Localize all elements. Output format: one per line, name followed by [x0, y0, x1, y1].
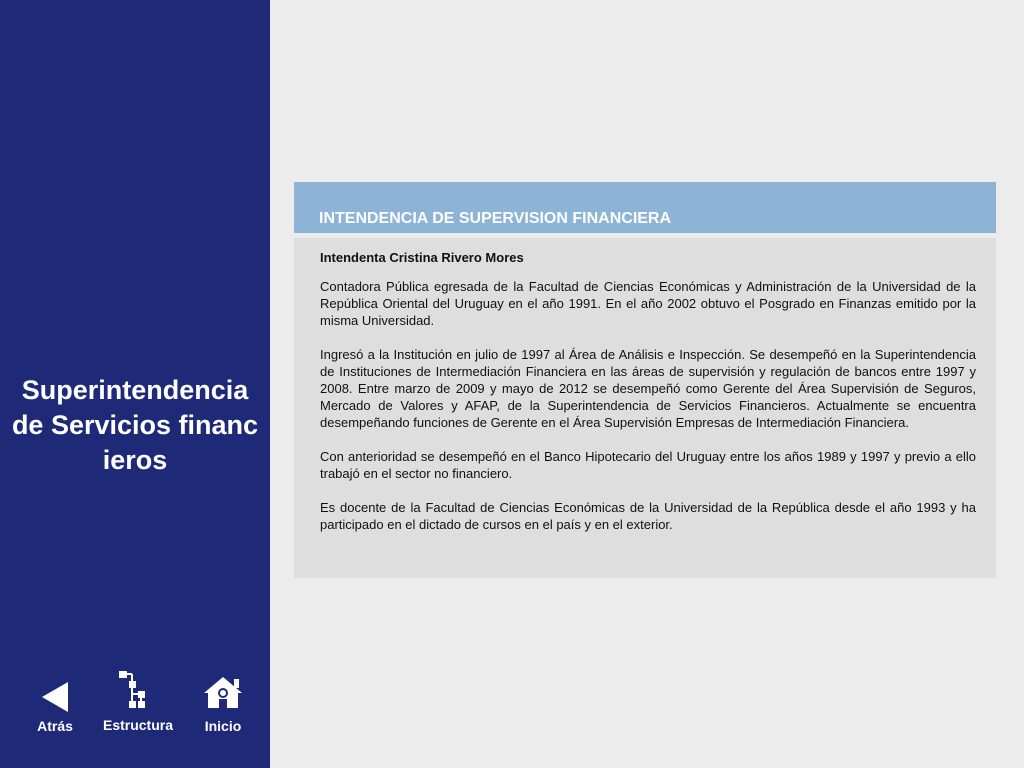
back-triangle-icon [10, 668, 100, 716]
home-label: Inicio [204, 718, 242, 734]
bio-name: Intendenta Cristina Rivero Mores [320, 250, 524, 265]
bio-content [320, 249, 976, 550]
bio-paragraph: Contadora Pública egresada de la Facultad de Ciencias Económicas y Administración de la Universidad de la República Oriental del Uruguay en el año 1991. En el año 2002 obtuvo el Posgrado en Finanzas emitido por la misma Universidad. [320, 279, 976, 328]
structure-button[interactable] [93, 668, 183, 740]
org-structure-icon [93, 668, 183, 716]
sidebar-title: Superintendencia de Servicios financieros [11, 375, 259, 475]
sidebar [0, 0, 270, 768]
bio-paragraph: Es docente de la Facultad de Ciencias Económicas de la Universidad de la República desde el año 1993 y ha participado en el dictado de cursos en el país y en el exterior. [320, 500, 976, 532]
panel-header [294, 182, 996, 233]
bio-paragraph: Ingresó a la Institución en julio de 1997 al Área de Análisis e Inspección. Se desempeñó en la Superintendencia de Instituciones de Intermediación Financiera en las áreas de supervisión y regulación de bancos entre 1997 y 2008. Entre marzo de 2009 y mayo de 2012 se desempeñó como Gerente del Área Supervisión de Seguros, Mercado de Valores y AFAP, de la Superintendencia de Servicios Financieros. Actualmente se encuentra desempeñando funciones de Gerente en el Área Supervisión Empresas de Intermediación Financiera. [320, 347, 976, 430]
bio-paragraph: Con anterioridad se desempeñó en el Banco Hipotecario del Uruguay entre los años 1989 y 1997 y previo a ello trabajó en el sector no financiero. [320, 449, 976, 481]
structure-label: Estructura [102, 717, 174, 733]
home-button[interactable] [178, 668, 268, 740]
back-button[interactable] [10, 668, 100, 740]
panel-header-title: INTENDENCIA DE SUPERVISION FINANCIERA [319, 210, 672, 227]
back-label: Atrás [37, 718, 73, 734]
home-icon [178, 668, 268, 716]
panel-body [294, 238, 996, 578]
